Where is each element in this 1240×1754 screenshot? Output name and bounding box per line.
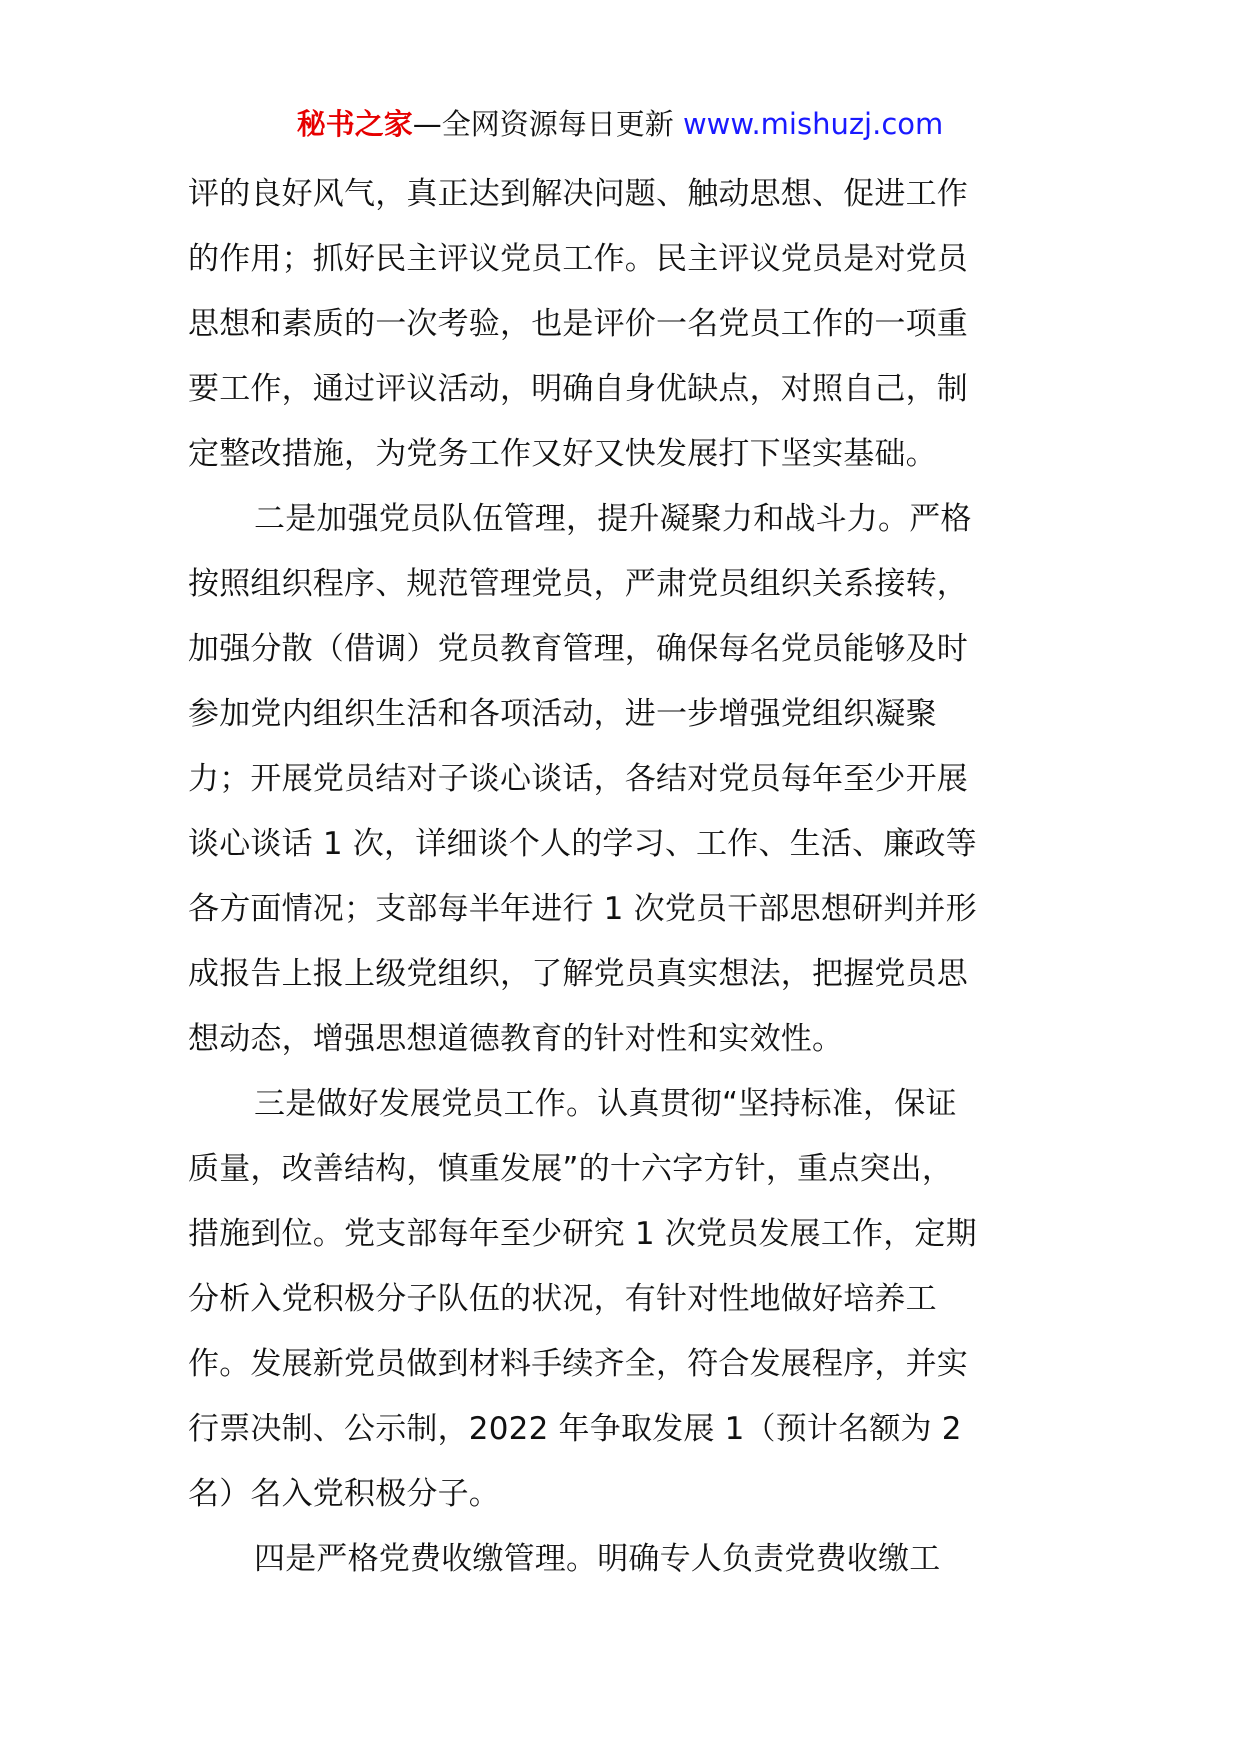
text-line: 质量，改善结构，慎重发展”的十六字方针，重点突出， [188, 1151, 954, 1187]
document-body [188, 162, 1058, 1592]
brand-name: 秘书之家 [296, 107, 413, 141]
site-url-link[interactable]: www.mishuzj.com [682, 107, 944, 141]
text-line: 措施到位。党支部每年至少研究 1 次党员发展工作，定期 [188, 1216, 977, 1252]
text-line: 思想和素质的一次考验，也是评价一名党员工作的一项重 [188, 306, 968, 342]
text-line: 谈心谈话 1 次，详细谈个人的学习、工作、生活、廉政等 [188, 826, 977, 862]
page-header [0, 102, 1240, 146]
text-line: 成报告上报上级党组织，了解党员真实想法，把握党员思 [188, 956, 968, 992]
text-line: 的作用；抓好民主评议党员工作。民主评议党员是对党员 [188, 241, 968, 277]
text-line: 名）名入党积极分子。 [188, 1476, 500, 1512]
text-line: 想动态，增强思想道德教育的针对性和实效性。 [188, 1021, 844, 1057]
text-line: 作。发展新党员做到材料手续齐全，符合发展程序，并实 [188, 1346, 968, 1382]
text-line: 定整改措施，为党务工作又好又快发展打下坚实基础。 [188, 436, 937, 472]
text-line: 加强分散（借调）党员教育管理，确保每名党员能够及时 [188, 631, 968, 667]
paragraph-first-line: 四是严格党费收缴管理。明确专人负责党费收缴工 [254, 1541, 941, 1577]
text-line: 各方面情况；支部每半年进行 1 次党员干部思想研判并形 [188, 891, 977, 927]
header-tagline: —全网资源每日更新 [412, 107, 683, 141]
text-line: 分析入党积极分子队伍的状况，有针对性地做好培养工 [188, 1281, 937, 1317]
paragraph-first-line: 三是做好发展党员工作。认真贯彻“坚持标准，保证 [254, 1086, 957, 1122]
text-line: 按照组织程序、规范管理党员，严肃党员组织关系接转， [188, 566, 968, 602]
text-line: 要工作，通过评议活动，明确自身优缺点，对照自己，制 [188, 371, 968, 407]
text-line: 评的良好风气，真正达到解决问题、触动思想、促进工作 [188, 176, 968, 212]
text-line: 行票决制、公示制，2022 年争取发展 1（预计名额为 2 [188, 1411, 962, 1447]
text-line: 参加党内组织生活和各项活动，进一步增强党组织凝聚 [188, 696, 937, 732]
text-line: 力；开展党员结对子谈心谈话，各结对党员每年至少开展 [188, 761, 968, 797]
paragraph-first-line: 二是加强党员队伍管理，提升凝聚力和战斗力。严格 [254, 501, 972, 537]
